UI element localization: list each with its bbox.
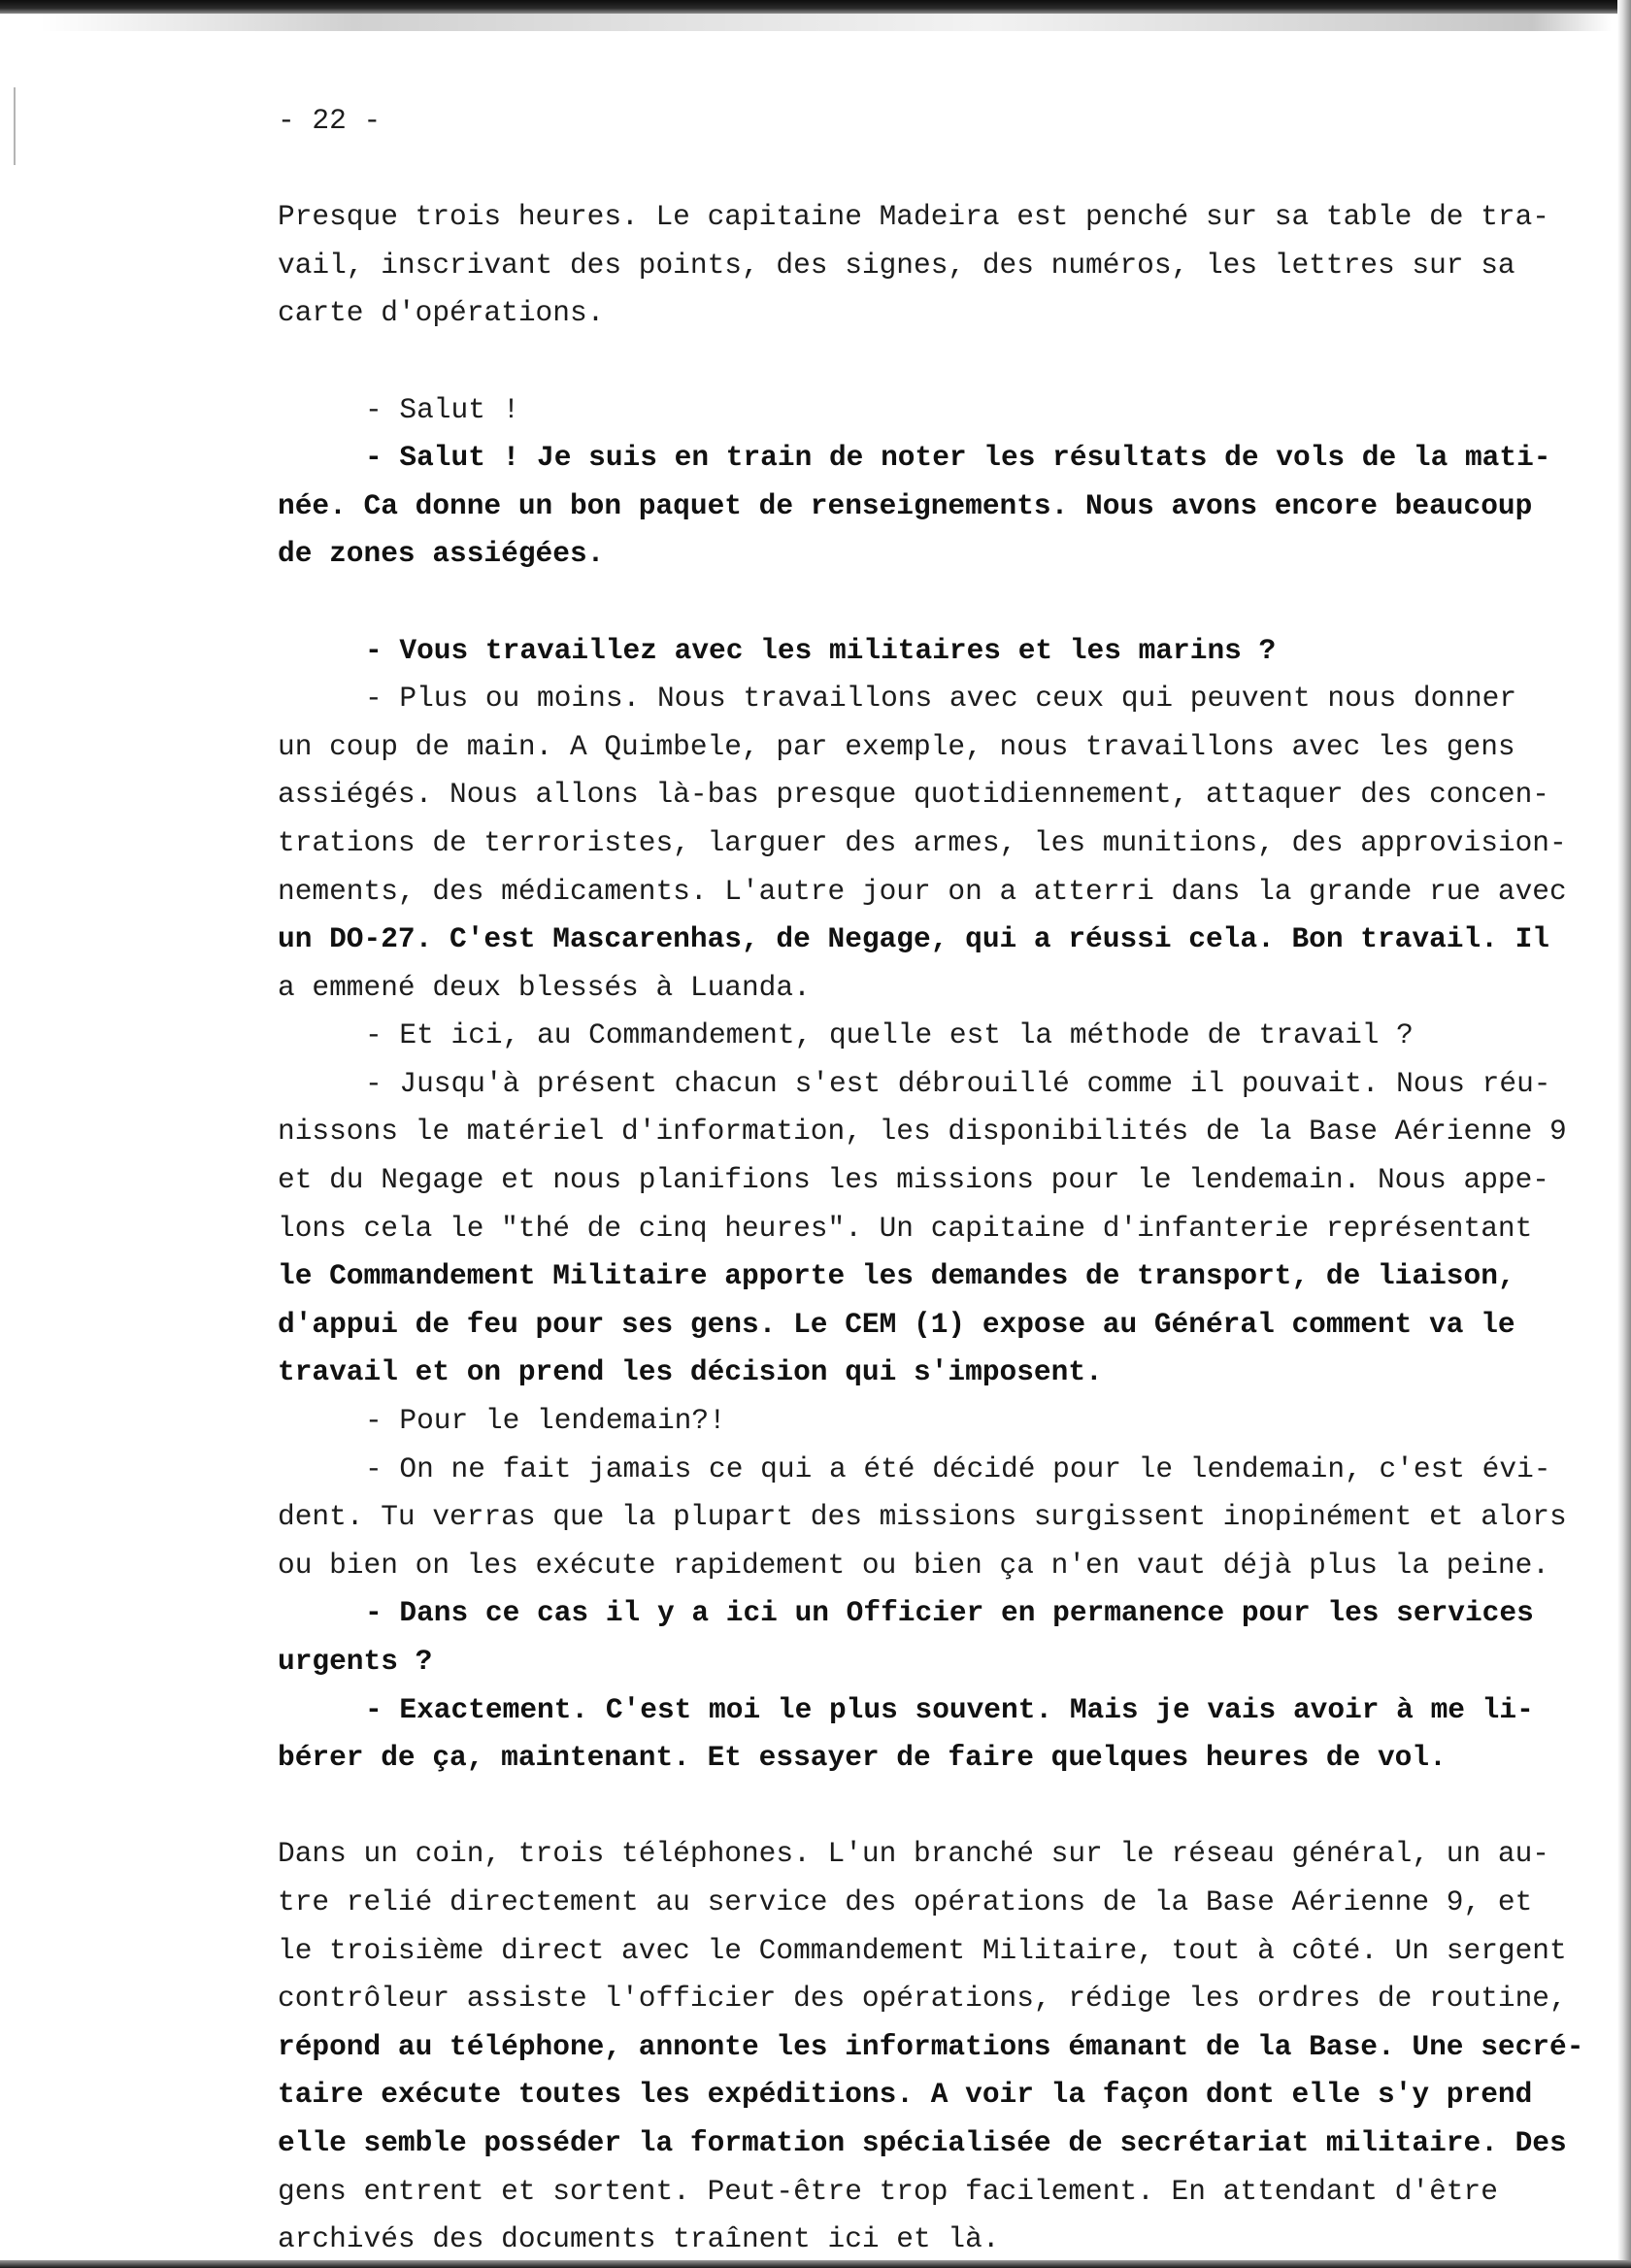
text-line: le troisième direct avec le Commandement Militaire, tout à côté. Un sergent (278, 1933, 1567, 1967)
text-line: lons cela le "thé de cinq heures". Un capitaine d'infanterie représentant (278, 1211, 1533, 1245)
paragraph-gap (278, 579, 1608, 627)
paragraph-gap (278, 338, 1608, 386)
text-line: le Commandement Militaire apporte les demandes de transport, de liaison, (278, 1259, 1515, 1293)
paragraph-4 (278, 1830, 1608, 2263)
text-line: carte d'opérations. (278, 296, 605, 330)
text-line: archivés des documents traînent ici et là. (278, 2222, 1000, 2256)
text-line: assiégés. Nous allons là-bas presque quotidiennement, attaquer des concen- (278, 778, 1550, 812)
document-page (278, 97, 1608, 2264)
dialogue-line: - Salut ! Je suis en train de noter les résultats de vols de la mati- (365, 441, 1551, 475)
text-line: urgents ? (278, 1645, 433, 1678)
text-line: elle semble posséder la formation spécialisée de secrétariat militaire. Des (278, 2125, 1567, 2159)
dialogue-line: - Et ici, au Commandement, quelle est la méthode de travail ? (365, 1018, 1414, 1052)
paragraph-2 (278, 386, 1608, 579)
text-line: un DO-27. C'est Mascarenhas, de Negage, qui a réussi cela. Bon travail. Il (278, 922, 1550, 956)
text-line: contrôleur assiste l'officier des opérations, rédige les ordres de routine, (278, 1982, 1567, 2016)
text-line: nements, des médicaments. L'autre jour on a atterri dans la grande rue avec (278, 874, 1567, 908)
dialogue-line: - Salut ! (365, 392, 520, 426)
text-line: Presque trois heures. Le capitaine Madeira est penché sur sa table de tra- (278, 200, 1550, 234)
scan-edge-shadow (39, 14, 1612, 31)
paragraph-1 (278, 193, 1608, 338)
text-line: bérer de ça, maintenant. Et essayer de faire quelques heures de vol. (278, 1741, 1447, 1775)
dialogue-line: - Jusqu'à présent chacun s'est débrouillé comme il pouvait. Nous réu- (365, 1066, 1551, 1100)
paragraph-gap (278, 1783, 1608, 1831)
dialogue-line: - Dans ce cas il y a ici un Officier en permanence pour les services (365, 1596, 1534, 1630)
text-line: travail et on prend les décision qui s'imposent. (278, 1355, 1103, 1389)
text-line: d'appui de feu pour ses gens. Le CEM (1) expose au Général comment va le (278, 1307, 1515, 1341)
text-line: gens entrent et sortent. Peut-être trop facilement. En attendant d'être (278, 2174, 1498, 2208)
text-line: vail, inscrivant des points, des signes, des numéros, les lettres sur sa (278, 248, 1515, 282)
dialogue-line: - Vous travaillez avec les militaires et les marins ? (365, 633, 1277, 667)
page-number: - 22 - (278, 104, 382, 137)
text-line: de zones assiégées. (278, 537, 605, 571)
text-line: répond au téléphone, annonte les informations émanant de la Base. Une secré- (278, 2029, 1584, 2063)
text-line: et du Negage et nous planifions les missions pour le lendemain. Nous appe- (278, 1163, 1550, 1197)
paragraph-3 (278, 627, 1608, 1783)
text-line: tre relié directement au service des opérations de la Base Aérienne 9, et (278, 1884, 1533, 1918)
text-line: un coup de main. A Quimbele, par exemple, nous travaillons avec les gens (278, 729, 1515, 763)
dialogue-line: - Exactement. C'est moi le plus souvent. Mais je vais avoir à me li- (365, 1692, 1534, 1726)
text-line: Dans un coin, trois téléphones. L'un branché sur le réseau général, un au- (278, 1837, 1550, 1871)
text-line: née. Ca donne un bon paquet de renseignements. Nous avons encore beaucoup (278, 488, 1533, 522)
scan-edge-right (1617, 0, 1631, 2268)
dialogue-line: - Plus ou moins. Nous travaillons avec ceux qui peuvent nous donner (365, 682, 1517, 716)
text-line: ou bien on les exécute rapidement ou bien ça n'en vaut déjà plus la peine. (278, 1548, 1550, 1582)
dialogue-line: - On ne fait jamais ce qui a été décidé pour le lendemain, c'est évi- (365, 1451, 1551, 1485)
text-line: dent. Tu verras que la plupart des missions surgissent inopinément et alors (278, 1500, 1567, 1534)
text-line: taire exécute toutes les expéditions. A voir la façon dont elle s'y prend (278, 2078, 1533, 2112)
margin-mark (14, 87, 16, 165)
text-line: a emmené deux blessés à Luanda. (278, 970, 811, 1004)
text-line: trations de terroristes, larguer des armes, les munitions, des approvision- (278, 825, 1567, 859)
scan-edge-top (0, 0, 1631, 14)
dialogue-line: - Pour le lendemain?! (365, 1404, 726, 1438)
text-line: nissons le matériel d'information, les disponibilités de la Base Aérienne 9 (278, 1115, 1567, 1149)
